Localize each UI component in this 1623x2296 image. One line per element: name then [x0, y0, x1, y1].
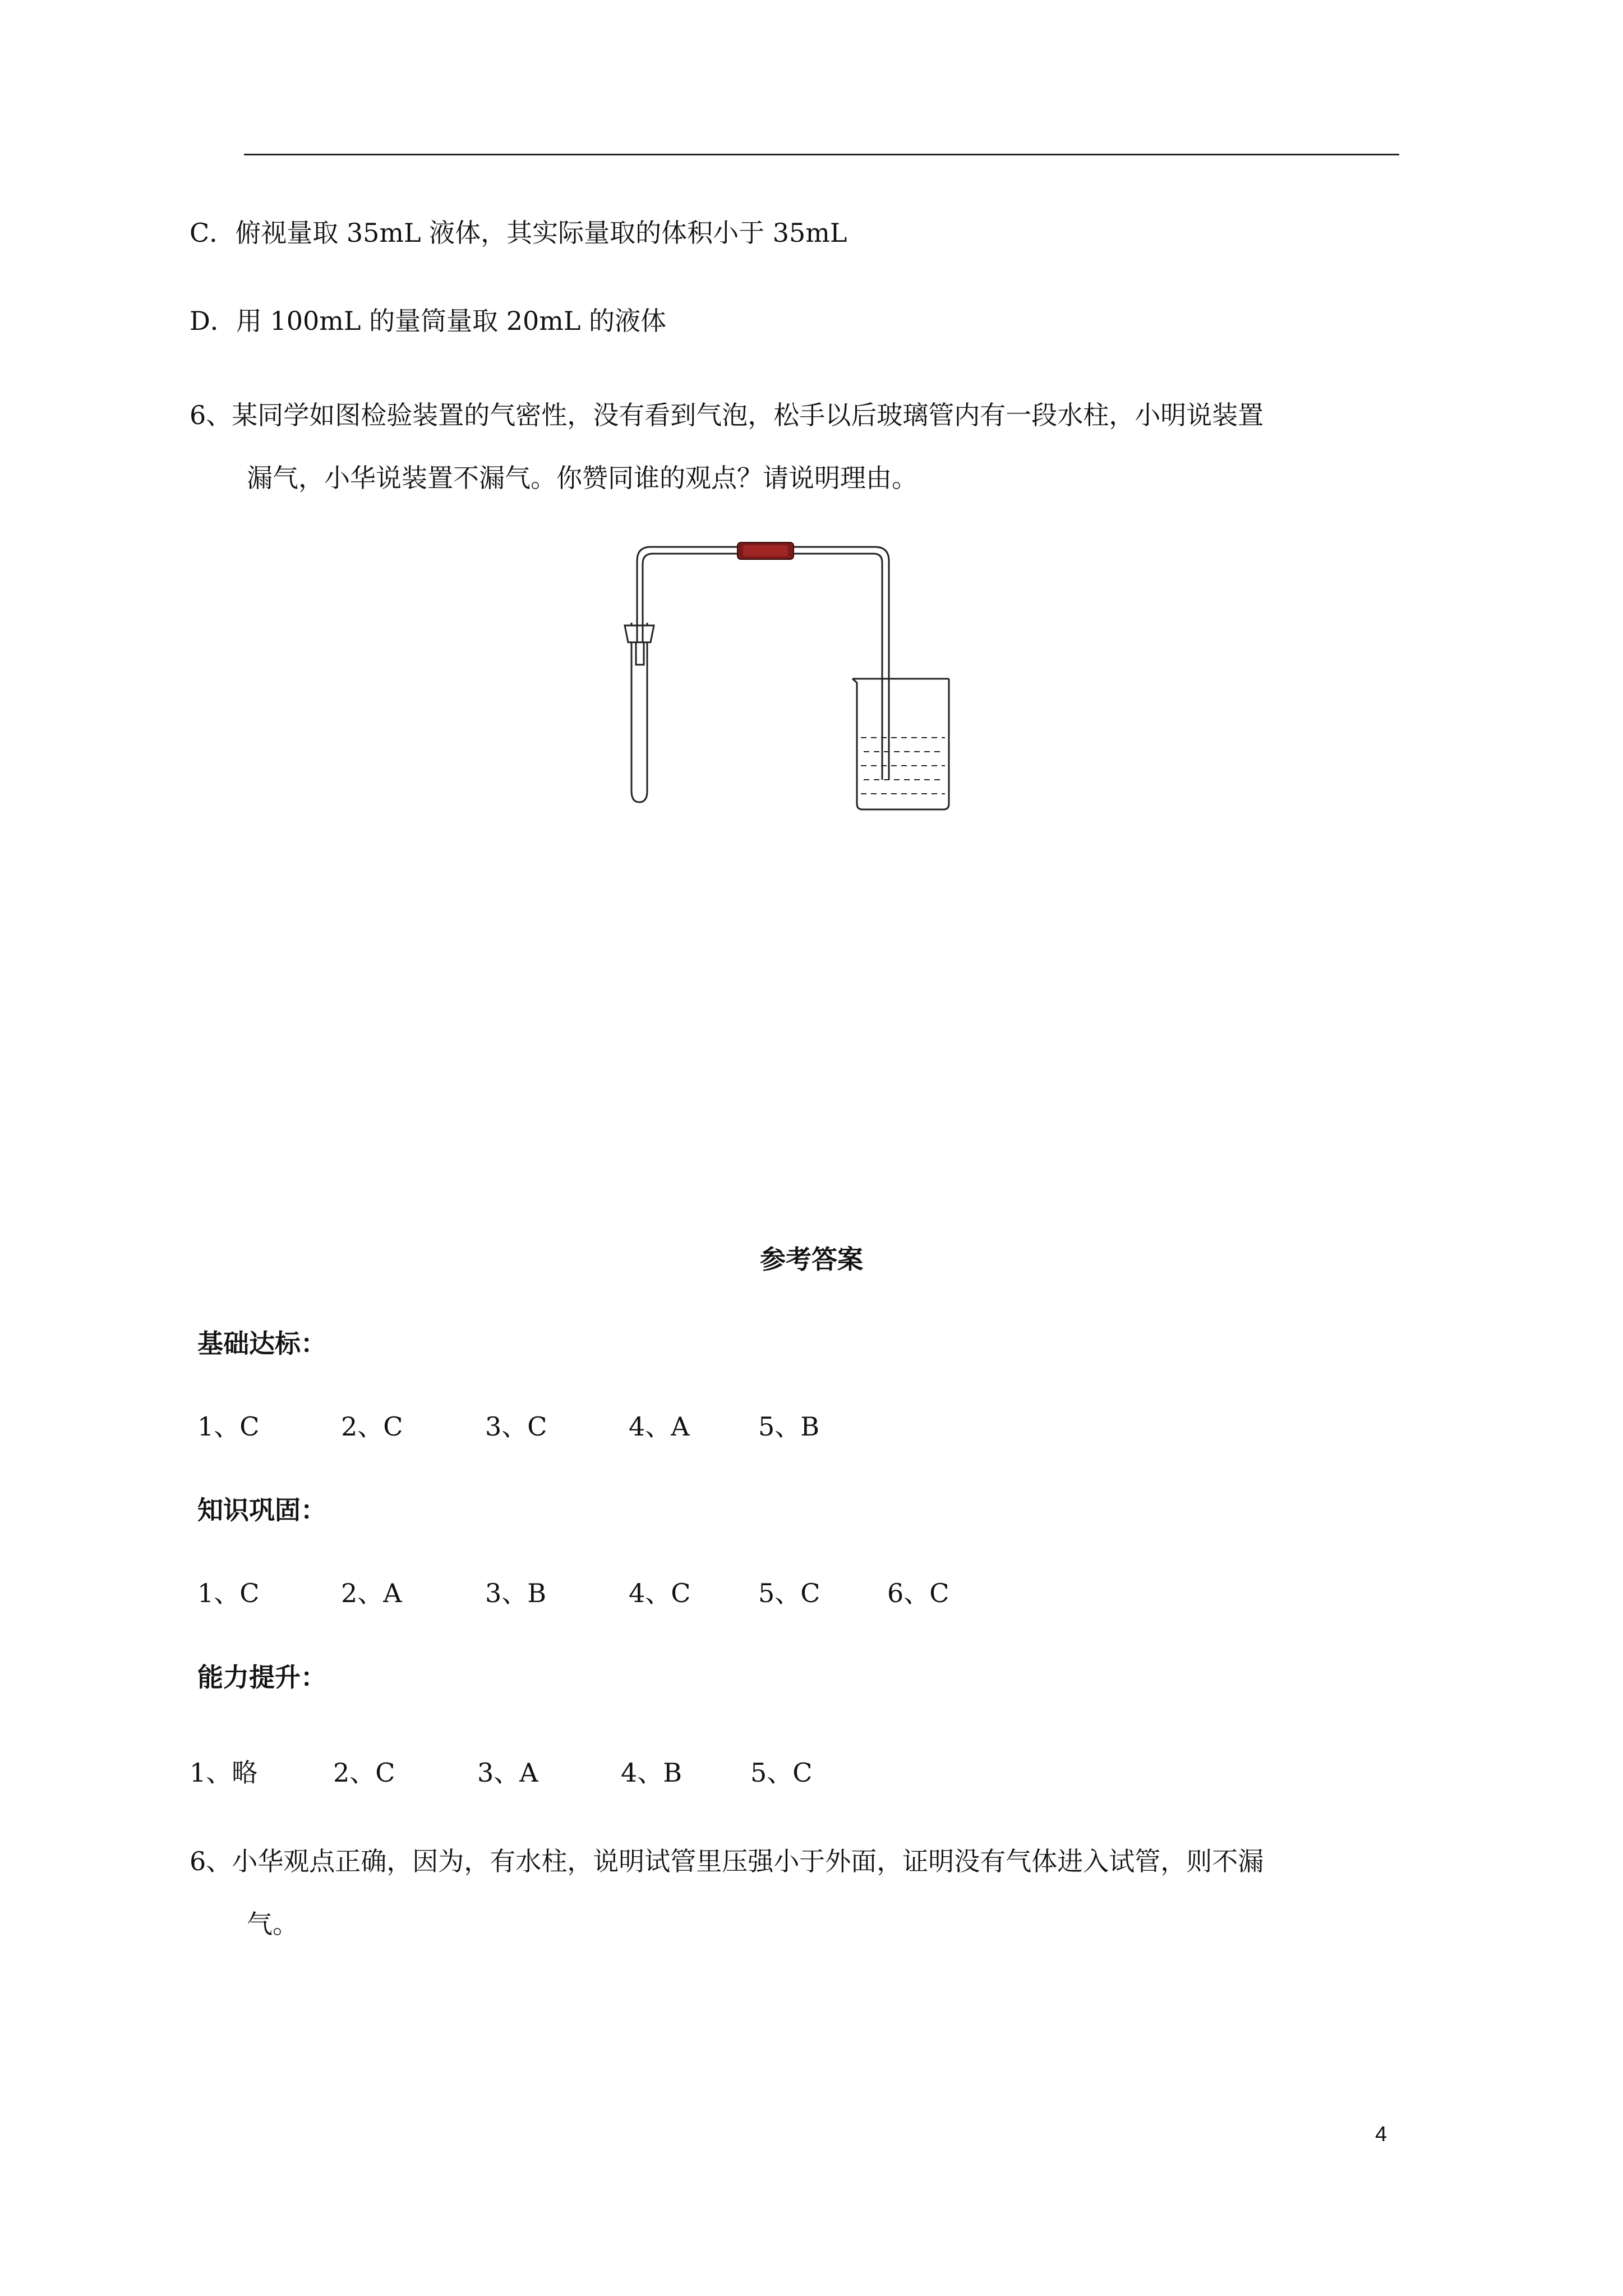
option-c: C．俯视量取 35mL 液体，其实际量取的体积小于 35mL — [190, 218, 847, 248]
option-d: D．用 100mL 的量筒量取 20mL 的液体 — [190, 306, 667, 336]
answer-item: 2、A — [341, 1578, 402, 1608]
answer-item: 4、C — [629, 1578, 691, 1608]
consolidate-heading: 知识巩固： — [197, 1495, 326, 1525]
answer-item: 3、B — [485, 1578, 547, 1608]
glass-tube-left — [637, 547, 737, 662]
answer-item: 5、C — [750, 1757, 813, 1788]
answer-item: 2、C — [341, 1411, 403, 1442]
answers-title: 参考答案 — [760, 1244, 863, 1274]
answer-6-line-2: 气。 — [247, 1909, 298, 1939]
answer-item: 3、C — [485, 1411, 547, 1442]
question-6-line-1: 6、某同学如图检验装置的气密性，没有看到气泡，松手以后玻璃管内有一段水柱，小明说装置 — [190, 400, 1264, 430]
answer-item: 6、C — [887, 1578, 949, 1608]
answer-item: 4、A — [629, 1411, 690, 1442]
header-rule — [244, 154, 1399, 155]
beaker — [852, 679, 949, 809]
answer-item: 4、B — [621, 1757, 683, 1788]
answer-item: 5、C — [758, 1578, 820, 1608]
page-number: 4 — [1375, 2123, 1387, 2146]
improve-heading: 能力提升： — [197, 1662, 326, 1692]
question-6-line-2: 漏气，小华说装置不漏气。你赞同谁的观点？请说明理由。 — [247, 463, 917, 493]
airtightness-apparatus-figure — [606, 536, 953, 816]
rubber-stopper — [625, 625, 654, 642]
answer-item: 1、C — [197, 1411, 260, 1442]
answer-6-line-1: 6、小华观点正确，因为，有水柱，说明试管里压强小于外面，证明没有气体进入试管，则不漏 — [190, 1846, 1264, 1876]
answer-item: 1、略 — [190, 1757, 258, 1788]
answer-item: 5、B — [758, 1411, 820, 1442]
answer-item: 1、C — [197, 1578, 260, 1608]
answer-item: 3、A — [477, 1757, 538, 1788]
basic-heading: 基础达标： — [197, 1328, 326, 1359]
answer-item: 2、C — [333, 1757, 395, 1788]
glass-tube-right — [794, 547, 889, 780]
water — [861, 738, 945, 794]
